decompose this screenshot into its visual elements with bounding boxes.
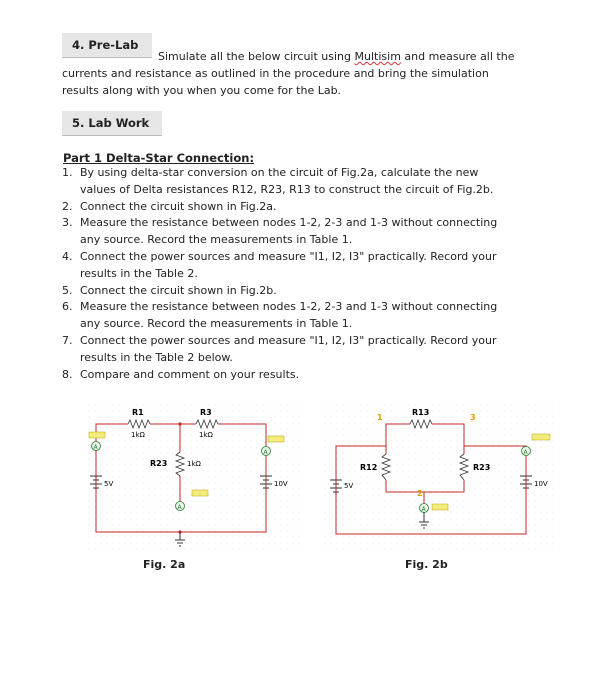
r3-value: 1kΩ — [199, 431, 213, 439]
fig2b-circuit — [324, 404, 556, 554]
part1-title: Part 1 Delta-Star Connection: — [63, 151, 255, 165]
meter-box — [532, 434, 550, 440]
node-3-label: 3 — [470, 413, 476, 422]
svg-text:A: A — [93, 444, 98, 451]
node-2-label: 2 — [417, 489, 423, 498]
node-dot — [178, 422, 181, 425]
meter-box — [268, 436, 284, 442]
fig2a-circuit — [88, 404, 300, 554]
list-item: 6. Measure the resistance between nodes 1-2, 2-3 and 1-3 without connecting any source. Record the measurements in Table 1. — [62, 300, 498, 331]
svg-text:A: A — [523, 449, 528, 456]
meter-box — [89, 432, 105, 438]
svg-text:A: A — [263, 449, 268, 456]
v-left-label: 5V — [104, 480, 114, 488]
ammeter-middle-icon — [420, 504, 429, 514]
labwork-heading: 5. Lab Work — [62, 111, 162, 136]
prelab-text: Simulate all the below circuit using Multisim and measure all the currents and resistance as outlined in the procedure and bring the simulation results along with you when you come for the Lab. — [62, 50, 515, 97]
r3-label: R3 — [200, 408, 212, 417]
list-item: 1. By using delta-star conversion on the circuit of Fig.2a, calculate the new values of Delta resistances R12, R23, R13 to construct the circuit of Fig.2b. — [62, 166, 494, 196]
list-item: 2. Connect the circuit shown in Fig.2a. — [62, 199, 277, 213]
v-right-label: 10V — [534, 480, 548, 488]
multisim-word: Multisim — [354, 50, 401, 63]
ammeter-middle-icon — [176, 502, 185, 512]
prelab-heading: 4. Pre-Lab — [62, 33, 152, 58]
r1-label: R1 — [132, 408, 144, 417]
r23b-label: R23 — [473, 463, 491, 472]
list-item: 7. Connect the power sources and measure "I1, I2, I3" practically. Record your results in the Table 2 below. — [62, 333, 497, 364]
node-1-label: 1 — [377, 413, 383, 422]
r13-label: R13 — [412, 408, 430, 417]
list-item: 4. Connect the power sources and measure "I1, I2, I3" practically. Record your results in the Table 2. — [62, 249, 497, 280]
ammeter-right-icon — [522, 447, 531, 457]
list-item: 3. Measure the resistance between nodes 1-2, 2-3 and 1-3 without connecting any source. Record the measurements in Table 1. — [62, 216, 498, 247]
steps-list — [62, 165, 562, 383]
r23-value: 1kΩ — [187, 460, 201, 468]
r12-label: R12 — [360, 463, 378, 472]
r23-label: R23 — [150, 459, 168, 468]
meter-box — [432, 504, 448, 510]
r1-value: 1kΩ — [131, 431, 145, 439]
svg-text:A: A — [177, 504, 182, 511]
ammeter-right-icon — [262, 447, 271, 457]
list-item: 8. Compare and comment on your results. — [62, 367, 300, 381]
ammeter-left-icon — [92, 442, 101, 452]
list-item: 5. Connect the circuit shown in Fig.2b. — [62, 283, 277, 297]
fig2b-caption: Fig. 2b — [405, 558, 448, 571]
v-right-label: 10V — [274, 480, 288, 488]
fig2a-caption: Fig. 2a — [143, 558, 186, 571]
v-left-label: 5V — [344, 482, 354, 490]
svg-text:A: A — [421, 506, 426, 513]
meter-box — [192, 490, 208, 496]
